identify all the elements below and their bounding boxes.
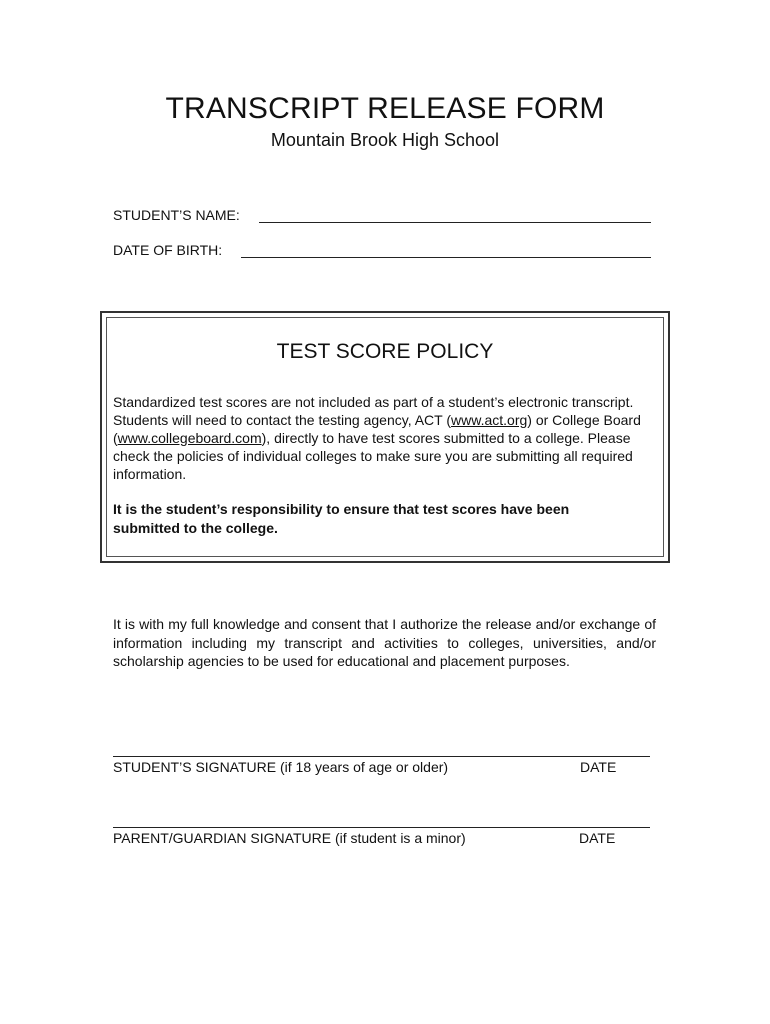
act-link[interactable]: www.act.org [451,412,528,428]
policy-text [113,393,661,483]
parent-signature-label: PARENT/GUARDIAN SIGNATURE (if student is a minor) [113,830,466,846]
form-title: TRANSCRIPT RELEASE FORM [165,92,605,125]
student-date-label: DATE [580,759,617,775]
parent-signature-line[interactable] [113,827,650,828]
dob-field[interactable] [241,257,651,258]
school-name: Mountain Brook High School [270,130,500,150]
student-name-field[interactable] [259,222,651,223]
student-signature-label: STUDENT’S SIGNATURE (if 18 years of age or older) [113,759,449,775]
policy-text-part3: ), directly to have test scores submitted to a college. Please check the policies of individual colleges to make sure you are submitting all required information. [113,430,633,482]
dob-label: DATE OF BIRTH: [113,242,223,258]
collegeboard-link[interactable]: www.collegeboard.com [117,430,262,446]
responsibility-statement: It is the student’s responsibility to ensure that test scores have been submitted to the college. [113,501,570,536]
consent-paragraph: It is with my full knowledge and consent that I authorize the release and/or exchange of information including my transcript and activities to colleges, universities, and/or scholarship agencies to be used for educational and placement purposes. [113,616,656,669]
policy-text-part2: ) or College Board ( [113,412,641,446]
student-name-label: STUDENT’S NAME: [113,207,240,223]
policy-title: TEST SCORE POLICY [276,340,494,363]
parent-date-label: DATE [579,830,616,846]
student-signature-line[interactable] [113,756,650,757]
policy-text-part1: Standardized test scores are not included as part of a student’s electronic transcript. Students will need to contact the testing agency, ACT ( [113,394,634,428]
